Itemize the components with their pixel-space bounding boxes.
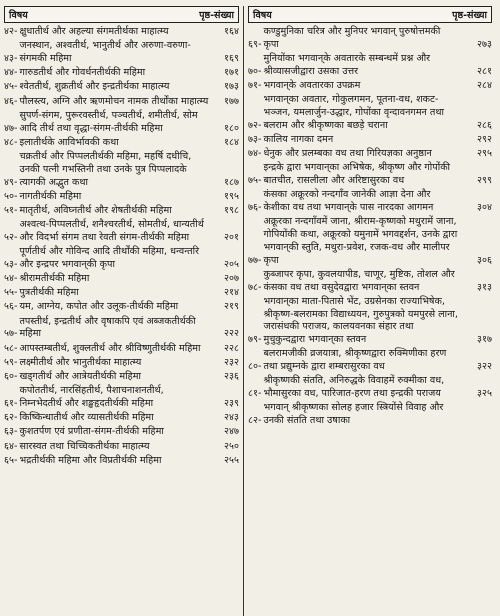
entry-title: भगवान् श्रीकृष्णका सोलह हजार स्त्रियोंसे विवाह और उनकी संतति तथा उषाका bbox=[263, 402, 444, 427]
toc-entry bbox=[4, 137, 239, 150]
entry-title: श्रीकृष्णकी संतति, अनिरुद्धके विवाहमें रुक्मीका वध, भौमासुरका वध, पारिजात-हरण तथा इन्द्रकी पराजय bbox=[263, 375, 445, 400]
entry-title: किष्किन्धातीर्थ और व्यासतीर्थकी महिमा bbox=[19, 412, 154, 424]
entry-number: ६०- bbox=[4, 370, 18, 382]
left-column-header bbox=[4, 6, 239, 23]
entry-number: ५७- bbox=[4, 328, 18, 340]
entry-number: ४७- bbox=[4, 122, 18, 134]
entry-number: ५२- bbox=[4, 231, 18, 243]
entry-page: १८४ bbox=[224, 136, 239, 148]
entry-number: ५९- bbox=[4, 356, 18, 368]
entry-page: ३०६ bbox=[477, 254, 492, 266]
entry-number: ५०- bbox=[4, 190, 18, 202]
entry-page: ३२५ bbox=[477, 388, 492, 400]
entry-page: १७३ bbox=[224, 81, 239, 93]
entry-number: ७३- bbox=[248, 133, 262, 145]
entry-title: कपोततीर्थ, नारसिंहतीर्थ, पैशाचनाशनतीर्थ, निम्नभेदतीर्थ और शङ्खहृदतीर्थकी महिमा bbox=[19, 385, 164, 409]
toc-entry bbox=[4, 343, 239, 356]
toc-entry bbox=[4, 441, 239, 454]
entry-page: २३२ bbox=[224, 356, 239, 368]
entry-number: ७५- bbox=[248, 175, 262, 187]
entry-title: पूर्णतीर्थ और गोविन्द आदि तीर्थोंकी महिमा, धन्वन्तरि और इन्द्रपर भगवान्‌की कृपा bbox=[19, 246, 200, 270]
entry-title: यम, आग्नेय, कपोत और उलूक-तीर्थकी महिमा bbox=[19, 301, 179, 313]
entry-number: ५३- bbox=[4, 258, 18, 270]
entry-title: कण्डुमुनिका चरित्र और मुनिपर भगवान् पुरुषोत्तमकी कृपा bbox=[263, 26, 441, 50]
entry-number: ७६- bbox=[248, 202, 262, 214]
entry-title: श्रीरामतीर्थकी महिमा bbox=[19, 273, 90, 285]
entry-page: १८७ bbox=[224, 176, 239, 188]
entry-number: ८२- bbox=[248, 415, 262, 427]
toc-entry bbox=[4, 96, 239, 109]
left-column bbox=[4, 6, 239, 469]
toc-entry bbox=[4, 151, 239, 189]
entry-number: ६५- bbox=[4, 454, 18, 466]
entry-page: २२८ bbox=[224, 342, 239, 354]
entry-page: ३०४ bbox=[477, 202, 492, 214]
entry-number: ६१- bbox=[4, 397, 18, 409]
entry-number: ४४- bbox=[4, 67, 18, 79]
toc-entry bbox=[4, 40, 239, 66]
entry-title: मातृतीर्थ, अविघ्नतीर्थ और शेषतीर्थकी महिमा bbox=[19, 204, 172, 216]
toc-entry bbox=[4, 219, 239, 245]
entry-page: २९२ bbox=[477, 133, 492, 145]
right-entry-list bbox=[248, 26, 492, 428]
entry-title: अक्रूरका नन्दगाँवमें जाना, श्रीराम-कृष्णको मथुरामें जाना, गोपियोंकी कथा, अक्रूरको यमुनामें भगवद्दर्शन, उनके द्वारा भगवान्‌की स्तुति, मथुरा-प्रवेश, रजक-वध और मालीपर कृपा bbox=[263, 216, 458, 266]
toc-entry bbox=[248, 94, 492, 132]
toc-entry bbox=[248, 216, 492, 267]
entry-page: २८४ bbox=[477, 79, 492, 91]
entry-number: ६२- bbox=[4, 412, 18, 424]
toc-entry bbox=[4, 287, 239, 300]
entry-title: सुपर्ण-संगम, पुरूरवस्तीर्थ, पञ्चतीर्थ, शमीतीर्थ, सोम आदि तीर्थ तथा वृद्धा-संगम-तीर्थकी महिमा bbox=[19, 109, 198, 134]
entry-page: २५० bbox=[224, 440, 239, 452]
entry-page: १७१ bbox=[224, 67, 239, 79]
toc-entry bbox=[248, 348, 492, 374]
entry-number: ४३- bbox=[4, 52, 18, 64]
entry-number: ५५- bbox=[4, 287, 18, 299]
entry-number: ७०- bbox=[248, 65, 262, 77]
entry-number: ८०- bbox=[248, 361, 262, 373]
entry-title: पुत्रतीर्थकी महिमा bbox=[19, 287, 79, 299]
entry-title: भद्रतीर्थकी महिमा और विप्रतीर्थकी महिमा bbox=[19, 454, 162, 466]
entry-title: नागतीर्थकी महिमा bbox=[19, 190, 82, 202]
entry-page: १६९ bbox=[224, 52, 239, 64]
entry-page: २२२ bbox=[224, 328, 239, 340]
entry-number: ७७- bbox=[248, 254, 262, 266]
entry-page: २७३ bbox=[477, 38, 492, 50]
toc-entry bbox=[248, 26, 492, 52]
toc-entry bbox=[4, 357, 239, 370]
entry-page: ३१७ bbox=[477, 334, 492, 346]
entry-title: श्वेततीर्थ, शुक्रतीर्थ और इन्द्रतीर्थका माहात्म्य bbox=[19, 81, 170, 93]
column-divider bbox=[243, 6, 244, 616]
toc-entry bbox=[248, 162, 492, 188]
entry-page: २०५ bbox=[224, 258, 239, 270]
entry-title: मुनियोंका भगवान्‌के अवतारके सम्बन्धमें प्रश्न और श्रीव्यासजीद्वारा उसका उत्तर bbox=[263, 52, 431, 77]
entry-title: इन्द्रके द्वारा भगवान्‌का अभिषेक, श्रीकृष्ण और गोपोंकी बातचीत, रासलीला और अरिष्टासुरका वध bbox=[263, 162, 451, 187]
entry-page: १९५ bbox=[224, 190, 239, 202]
entry-title: कुब्जापर कृपा, कुवलयापीड, चाणूर, मुष्टिक, तोशल और कंसका वध तथा वसुदेवद्वारा भगवान्‌का स्तवन bbox=[263, 268, 455, 293]
toc-entry bbox=[4, 110, 239, 136]
toc-entry bbox=[4, 301, 239, 314]
entry-title: कालिय नागका दमन bbox=[263, 133, 334, 145]
right-column bbox=[248, 6, 492, 429]
entry-number: ७४- bbox=[248, 148, 262, 160]
entry-page: १८० bbox=[224, 122, 239, 134]
entry-number: ६९- bbox=[248, 38, 262, 50]
entry-title: जनस्थान, अश्वतीर्थ, भानुतीर्थ और अरुणा-वरुणा-संगमकी महिमा bbox=[19, 40, 191, 64]
entry-number: ७१- bbox=[248, 79, 262, 91]
toc-entry bbox=[4, 455, 239, 468]
entry-number: ७८- bbox=[248, 281, 262, 293]
toc-entry bbox=[248, 189, 492, 215]
entry-number: ६३- bbox=[4, 426, 18, 438]
entry-page: २८६ bbox=[477, 119, 492, 131]
toc-entry bbox=[4, 273, 239, 286]
entry-title: क्षुधातीर्थ और अहल्या संगमतीर्थका माहात्म्य bbox=[19, 26, 169, 37]
toc-entry bbox=[4, 191, 239, 204]
entry-title: बलरामजीकी व्रजयात्रा, श्रीकृष्णद्वारा रुक्मिणीका हरण तथा प्रद्युम्नके द्वारा शम्बरासुरका वध bbox=[263, 348, 447, 373]
toc-entry bbox=[4, 316, 239, 342]
toc-entry bbox=[248, 402, 492, 428]
toc-entry bbox=[248, 375, 492, 401]
toc-entry bbox=[4, 426, 239, 439]
entry-title: कंसका अक्रूरको नन्दगाँव जानेकी आज्ञा देना और केशीका वध तथा भगवान्‌के पास नारदका आगमन bbox=[263, 189, 434, 214]
entry-number: ६४- bbox=[4, 440, 18, 452]
entry-title: खड्गतीर्थ और आत्रेयतीर्थकी महिमा bbox=[19, 370, 141, 382]
entry-page: २१४ bbox=[224, 287, 239, 299]
entry-title: धेनुक और प्रलम्बका वध तथा गिरियज्ञका अनुष्ठान bbox=[263, 148, 432, 160]
entry-page: २०७ bbox=[224, 273, 239, 285]
entry-number: ५८- bbox=[4, 342, 18, 354]
entry-page: १९८ bbox=[224, 204, 239, 216]
entry-title: तपस्तीर्थ, इन्द्रतीर्थ और वृषाकपि एवं अब्जकतीर्थकी महिमा bbox=[19, 315, 196, 340]
entry-number: ४८- bbox=[4, 136, 18, 148]
toc-entry bbox=[248, 296, 492, 347]
entry-number: ४२- bbox=[4, 26, 18, 37]
entry-number: ४९- bbox=[4, 176, 18, 188]
entry-title: भगवान्‌का माता-पितासे भेंट, उग्रसेनका राज्याभिषेक, श्रीकृष्ण-बलरामका विद्याध्ययन, गुरुपुत्रको यमपुरसे लाना, जरासंधकी पराजय, कालयवनका संहार तथा मुचुकुन्दद्वारा भगवान्‌का स्तवन bbox=[263, 295, 458, 346]
entry-page: २३९ bbox=[224, 397, 239, 409]
subject-header: विषय bbox=[253, 10, 272, 21]
page-count-header: पृष्ठ-संख्या bbox=[199, 10, 234, 21]
toc-entry bbox=[4, 81, 239, 94]
toc-entry bbox=[248, 134, 492, 147]
entry-page: ३२२ bbox=[477, 361, 492, 373]
toc-entry bbox=[4, 67, 239, 80]
entry-title: सारस्वत तथा चिच्चिकतीर्थका माहात्म्य bbox=[19, 440, 150, 452]
entry-title: आपस्तम्बतीर्थ, शुक्लतीर्थ और श्रीविष्णुतीर्थकी महिमा bbox=[19, 342, 201, 354]
toc-entry bbox=[4, 412, 239, 425]
left-entry-list bbox=[4, 26, 239, 467]
entry-title: गारुडतीर्थ और गोवर्धनतीर्थकी महिमा bbox=[19, 67, 146, 79]
entry-number: ७९- bbox=[248, 334, 262, 346]
entry-title: कुशतर्पण एवं प्रणीता-संगम-तीर्थकी महिमा bbox=[19, 426, 164, 438]
entry-title: अश्वत्थ-पिप्पलतीर्थ, शनैश्चरतीर्थ, सोमतीर्थ, धान्यतीर्थ और विदर्भा संगम तथा रेवती संगम-तीर्थकी महिमा bbox=[19, 219, 204, 243]
subject-header: विषय bbox=[9, 10, 28, 21]
entry-number: ५४- bbox=[4, 273, 18, 285]
entry-page: २३६ bbox=[224, 370, 239, 382]
entry-title: पौलस्त्य, अग्नि और ऋणमोचन नामक तीर्थोंका माहात्म्य bbox=[19, 95, 209, 107]
entry-page: २९९ bbox=[477, 175, 492, 187]
page-count-header: पृष्ठ-संख्या bbox=[452, 10, 487, 21]
entry-title: इलातीर्थके आविर्भावकी कथा bbox=[19, 136, 119, 148]
toc-entry bbox=[4, 371, 239, 384]
entry-page: १६४ bbox=[224, 26, 239, 37]
entry-title: भगवान्‌का अवतार, गोकुलगमन, पूतना-वध, शकट-भञ्जन, यमलार्जुन-उद्धार, गोपोंका वृन्दावनगमन तथा बलराम और श्रीकृष्णका बछड़े चराना bbox=[263, 94, 445, 131]
entry-page: ३१३ bbox=[477, 281, 492, 293]
toc-entry bbox=[4, 205, 239, 218]
entry-number: ४६- bbox=[4, 95, 18, 107]
entry-title: लक्ष्मीतीर्थ और भानुतीर्थका माहात्म्य bbox=[19, 356, 142, 368]
entry-title: भगवान्‌के अवतारका उपक्रम bbox=[263, 79, 361, 91]
toc-entry bbox=[4, 26, 239, 39]
entry-page: २०१ bbox=[224, 231, 239, 243]
toc-entry bbox=[248, 148, 492, 161]
entry-page: २४७ bbox=[224, 426, 239, 438]
toc-entry bbox=[248, 53, 492, 79]
toc-entry bbox=[4, 246, 239, 272]
entry-page: २४३ bbox=[224, 412, 239, 424]
entry-number: ७२- bbox=[248, 119, 262, 131]
toc-entry bbox=[248, 269, 492, 295]
entry-page: २८१ bbox=[477, 65, 492, 77]
entry-number: ५६- bbox=[4, 301, 18, 313]
entry-number: ४५- bbox=[4, 81, 18, 93]
entry-page: २९५ bbox=[477, 148, 492, 160]
toc-entry bbox=[248, 80, 492, 93]
entry-number: ५१- bbox=[4, 204, 18, 216]
entry-page: १७७ bbox=[224, 95, 239, 107]
entry-number: ८१- bbox=[248, 388, 262, 400]
right-column-header bbox=[248, 6, 492, 23]
entry-page: २५५ bbox=[224, 454, 239, 466]
entry-page: २१९ bbox=[224, 301, 239, 313]
toc-entry bbox=[4, 385, 239, 411]
entry-title: चक्रतीर्थ और पिप्पलतीर्थकी महिमा, महर्षि दधीचि, उनकी पत्नी गभस्तिनी तथा उनके पुत्र पिप्पलादके त्यागकी अद्भुत कथा bbox=[19, 150, 192, 188]
